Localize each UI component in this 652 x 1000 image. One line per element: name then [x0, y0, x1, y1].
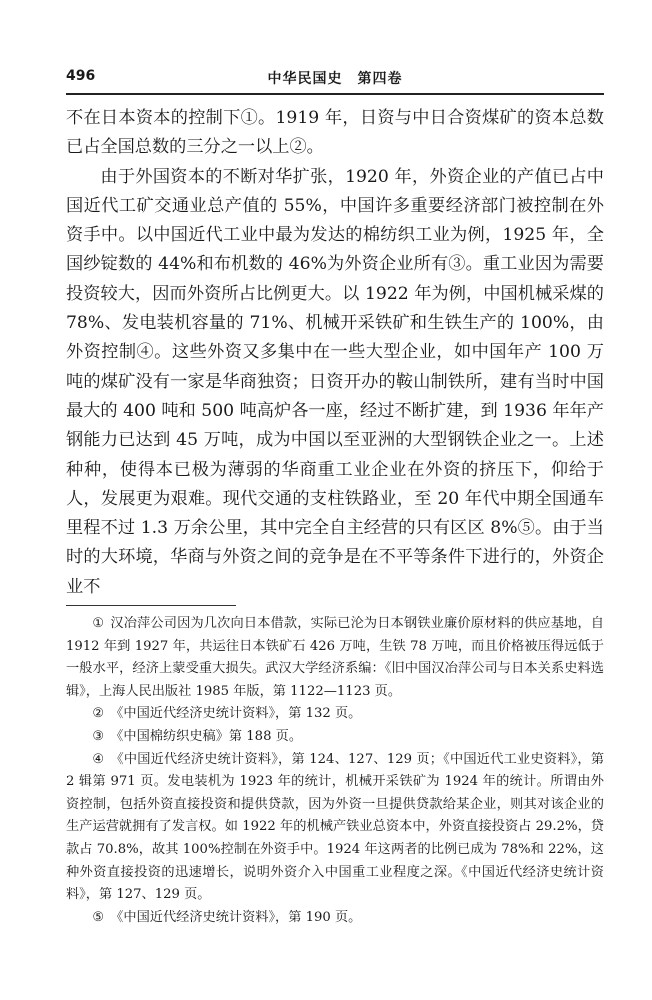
footnote [66, 907, 604, 930]
paragraph-continued: 不在日本资本的控制下①。1919 年，日资与中日合资煤矿的资本总数已占全国总数的三分之一以上②。 [66, 108, 604, 158]
footnote-mark: ④ [92, 751, 105, 767]
running-title: 中华民国史 第四卷 [267, 71, 403, 87]
paragraph: 由于外国资本的不断对华扩张，1920 年，外资企业的产值已占中国近代工矿交通业总产值的 55%，中国许多重要经济部门被控制在外资手中。以中国近代工业中最为发达的棉纺织工业为例，1925 年，全国纱锭数的 44%和布机数的 46%为外资企业所有③。重工业因为需要投资较大，因而外资所占比例更大。以 1922 年为例，中国机械采煤的 78%、发电装机容量的 71%、机械开采铁矿和生铁生产的 100%，由外资控制④。这些外资又多集中在一些大型企业，如中国年产 100 万吨的煤矿没有一家是华商独资；日资开办的鞍山制铁所，建有当时中国最大的 400 吨和 500 吨高炉各一座，经过不断扩建，到 1936 年年产钢能力已达到 45 万吨，成为中国以至亚洲的大型钢铁企业之一。上述种种，使得本已极为薄弱的华商重工业企业在外资的挤压下，仰给于人，发展更为艰难。现代交通的支柱铁路业，至 20 年代中期全国通车里程不过 1.3 万余公里，其中完全自主经营的只有区区 8%⑤。由于当时的大环境，华商与外资之间的竞争是在不平等条件下进行的，外资企业不 [66, 166, 604, 597]
footnote-text: 《中国棉纺织史稿》第 188 页。 [110, 728, 303, 744]
footnote [66, 726, 604, 749]
footnote-text: 汉冶萍公司因为几次向日本借款，实际已沦为日本钢铁业廉价原材料的供应基地，自 1912 年到 1927 年，共运往日本铁矿石 426 万吨，生铁 78 万吨，而且价格被压得远低于一般水平，经济上蒙受重大损失。武汉大学经济系编：《旧中国汉冶萍公司与日本关系史料选辑》，上海人民出版社 1985 年版，第 1122—1123 页。 [66, 616, 604, 699]
footnote-mark: ⑤ [92, 909, 105, 925]
page-header [66, 68, 604, 90]
body-text [66, 104, 604, 602]
header-rule [66, 93, 604, 95]
footnote-text: 《中国近代经济史统计资料》，第 132 页。 [110, 706, 362, 722]
page-number: 496 [66, 68, 96, 84]
footnotes [66, 613, 604, 929]
footnote-text: 《中国近代经济史统计资料》，第 124、127、129 页；《中国近代工业史资料》，第 2 辑第 971 页。发电装机为 1923 年的统计，机械开采铁矿为 1924 年的统计。所谓由外资控制，包括外资直接投资和提供贷款，因为外资一旦提供贷款给某企业，则其对该企业的生产运营就拥有了发言权。如 1922 年的机械产铁业总资本中，外资直接投资占 29.2%，贷款占 70.8%，故其 100%控制在外资手中。1924 年这两者的比例已成为 78%和 22%，这种外资直接投资的迅速增长，说明外资介入中国重工业程度之深。《中国近代经济史统计资料》，第 127、129 页。 [66, 751, 605, 903]
footnote [66, 613, 604, 703]
footnote [66, 749, 604, 907]
footnote-text: 《中国近代经济史统计资料》，第 190 页。 [110, 909, 362, 925]
footnote-mark: ② [92, 706, 105, 722]
footnote [66, 703, 604, 726]
footnote-mark: ③ [92, 728, 105, 744]
footnote-divider [66, 605, 236, 606]
footnote-mark: ① [92, 616, 105, 631]
